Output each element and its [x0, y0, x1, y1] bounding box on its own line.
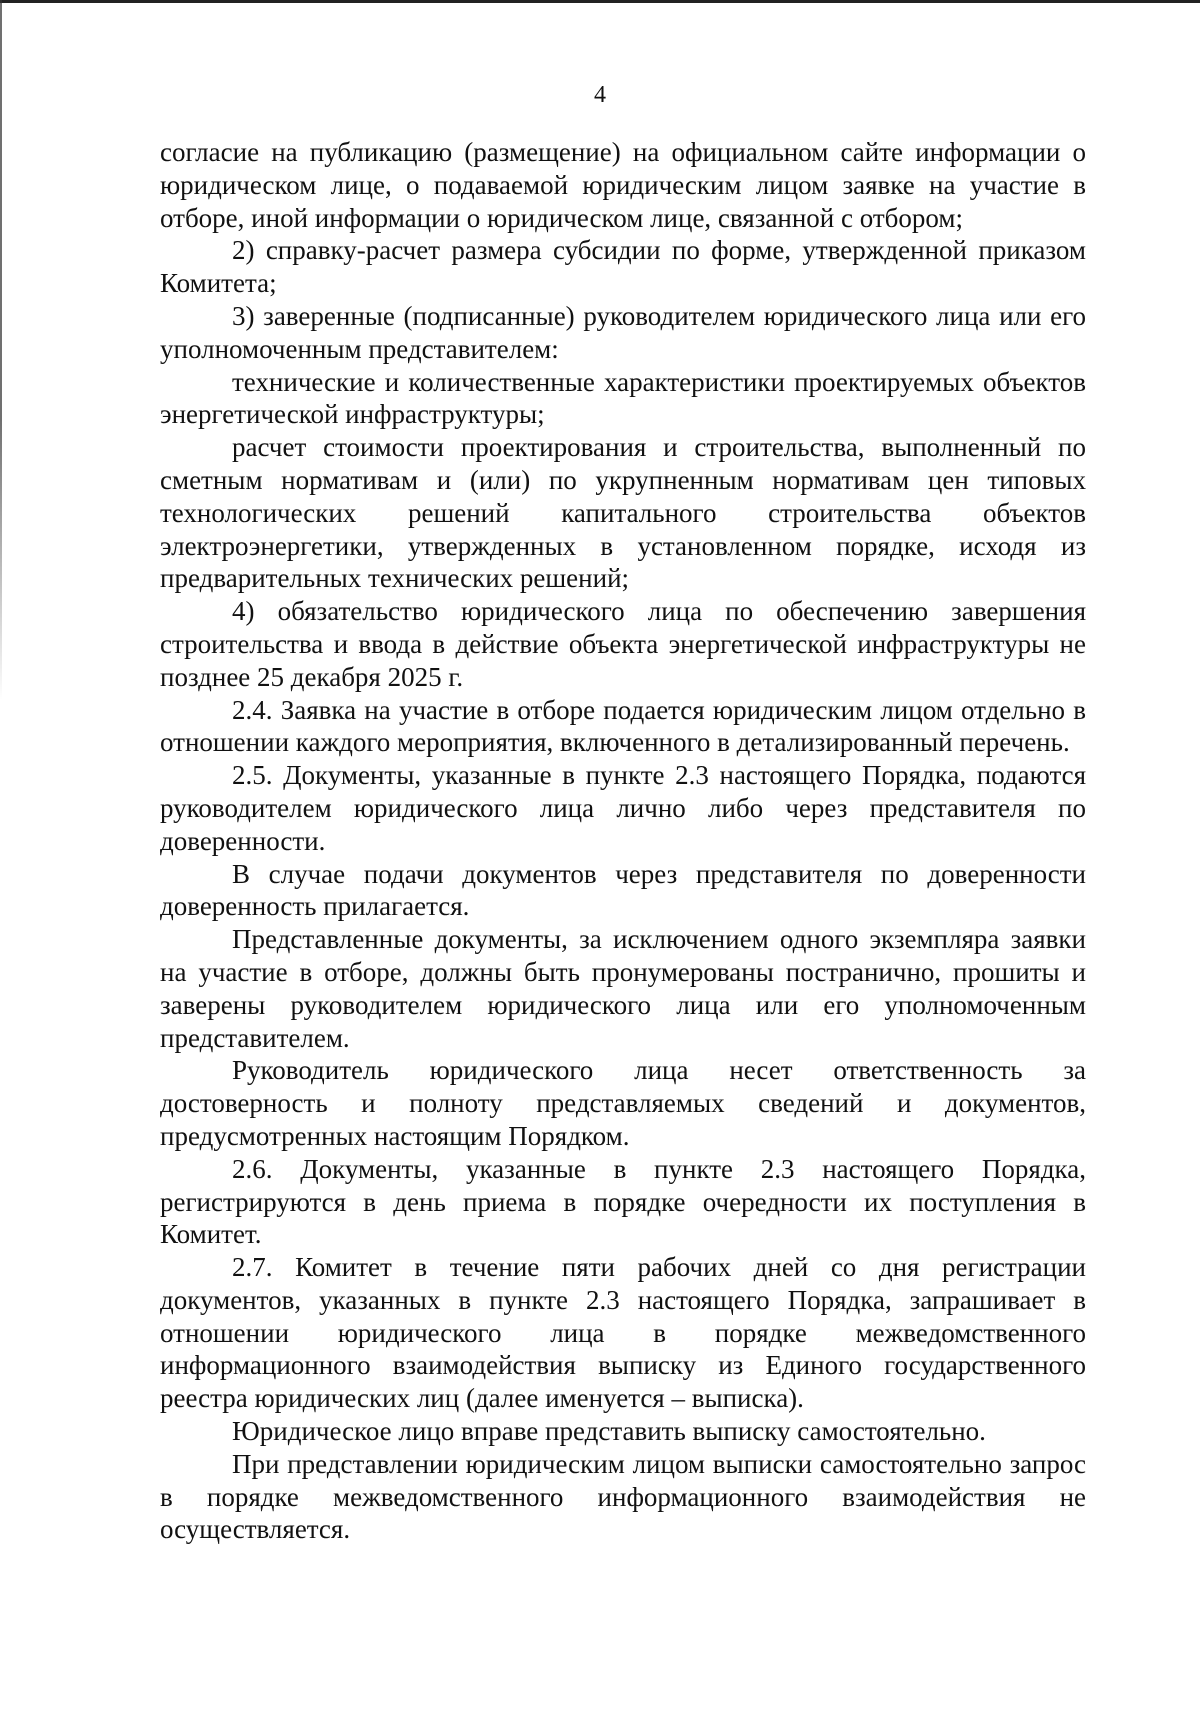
- paragraph: В случае подачи документов через представителя по доверенности доверенность прилагается.: [160, 858, 1086, 922]
- paragraph: Руководитель юридического лица несет ответственность за достоверность и полноту представляемых сведений и документов, предусмотренных настоящим Порядком.: [160, 1055, 1086, 1151]
- scan-border-top: [0, 0, 1200, 3]
- paragraph: 2.6. Документы, указанные в пункте 2.3 настоящего Порядка, регистрируются в день приема в порядке очередности их поступления в Комитет.: [160, 1153, 1086, 1250]
- paragraph: 2) справку-расчет размера субсидии по форме, утвержденной приказом Комитета;: [160, 235, 1086, 299]
- paragraph: Представленные документы, за исключением одного экземпляра заявки на участие в отборе, должны быть пронумерованы постранично, прошиты и заверены руководителем юридического лица или его уполномоченным представителем.: [160, 924, 1086, 1053]
- paragraph: 2.5. Документы, указанные в пункте 2.3 настоящего Порядка, подаются руководителем юридического лица лично либо через представителя по доверенности.: [160, 760, 1086, 856]
- paragraph: При представлении юридическим лицом выписки самостоятельно запрос в порядке межведомственного информационного взаимодействия не осуществляется.: [160, 1448, 1086, 1545]
- paragraph: 3) заверенные (подписанные) руководителем юридического лица или его уполномоченным представителем:: [160, 300, 1086, 364]
- paragraph: 2.4. Заявка на участие в отборе подается юридическим лицом отдельно в отношении каждого мероприятия, включенного в детализированный перечень.: [160, 694, 1086, 758]
- paragraph: 4) обязательство юридического лица по обеспечению завершения строительства и ввода в действие объекта энергетической инфраструктуры не позднее 25 декабря 2025 г.: [160, 596, 1086, 692]
- paragraph: согласие на публикацию (размещение) на официальном сайте информации о юридическом лице, о подаваемой юридическим лицом заявке на участие в отборе, иной информации о юридическом лице, связанной с отбором;: [160, 137, 1086, 233]
- document-body: [160, 136, 1086, 1546]
- paragraph: 2.7. Комитет в течение пяти рабочих дней со дня регистрации документов, указанных в пункте 2.3 настоящего Порядка, запрашивает в отношении юридического лица в порядке межведомственного информационного взаимодействия выписку из Единого государственного реестра юридических лиц (далее именуется – выписка).: [160, 1252, 1086, 1414]
- page-number: 4: [594, 82, 606, 108]
- paragraph: Юридическое лицо вправе представить выписку самостоятельно.: [232, 1416, 986, 1447]
- paragraph: расчет стоимости проектирования и строительства, выполненный по сметным нормативам и (или) по укрупненным нормативам цен типовых технологических решений капитального строительства объектов электроэнергетики, утвержденных в установленном порядке, исходя из предварительных технических решений;: [160, 432, 1086, 594]
- paragraph: технические и количественные характеристики проектируемых объектов энергетической инфраструктуры;: [160, 366, 1086, 430]
